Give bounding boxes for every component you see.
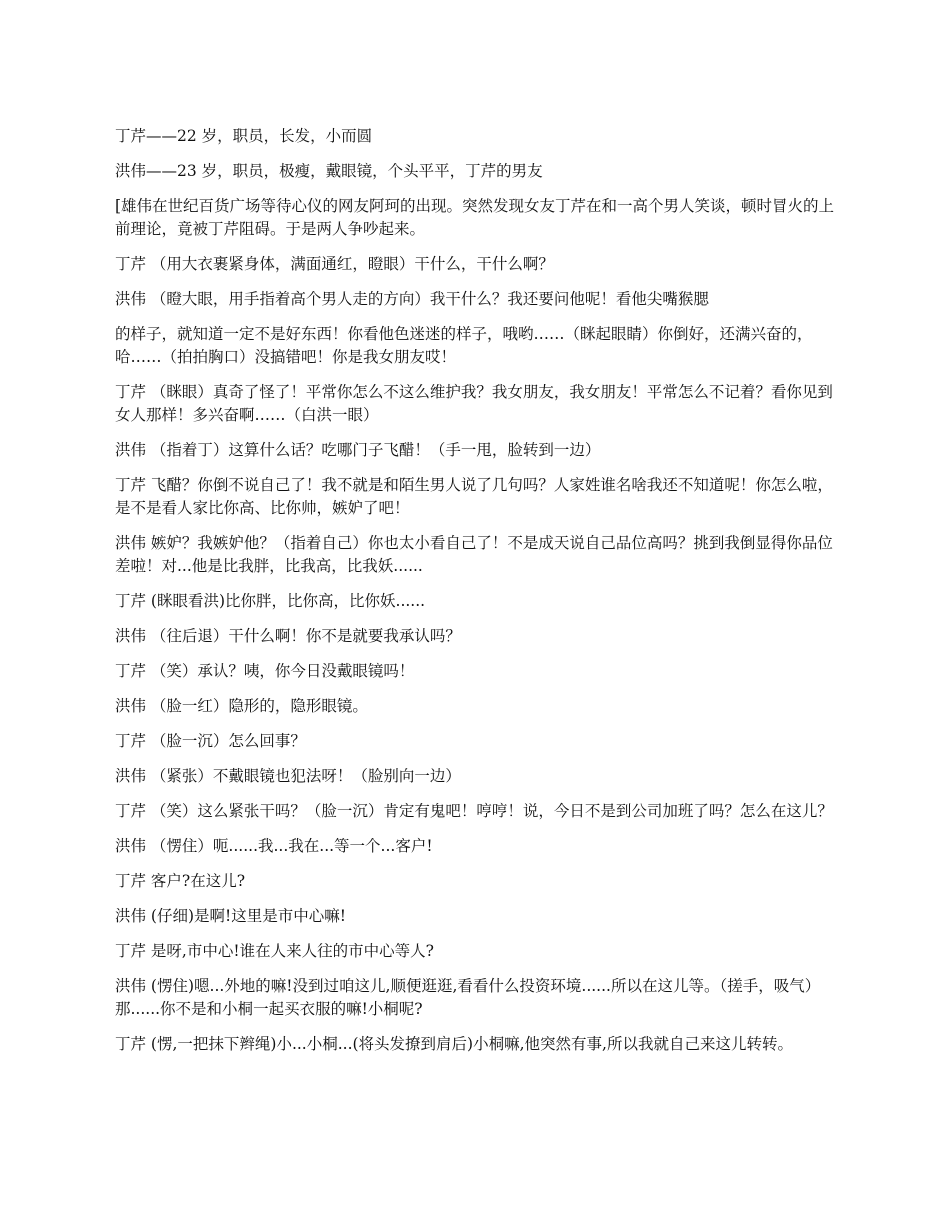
- dialogue-line: 丁芹 （用大衣裹紧身体，满面通红，瞪眼）干什么，干什么啊？: [115, 255, 554, 273]
- dialogue-line: 丁芹 (眯眼看洪)比你胖，比你高，比你妖......: [115, 592, 426, 610]
- dialogue-line: 丁芹 （笑）承认？咦，你今日没戴眼镜吗！: [115, 662, 415, 680]
- dialogue-line: 洪伟 (愣住)嗯...外地的嘛!没到过咱这儿,顺便逛逛,看看什么投资环境......所以在这儿等。（搓手，吸气）那......你不是和小桐一起买衣服的嘛!小桐呢?: [115, 977, 821, 1018]
- dialogue-line: 丁芹 是呀,市中心!谁在人来人往的市中心等人?: [115, 942, 434, 960]
- stage-direction: [雄伟在世纪百货广场等待心仪的网友阿珂的出现。突然发现女友丁芹在和一高个男人笑谈，顿时冒火的上前理论，竟被丁芹阻碍。于是两人争吵起来。: [115, 197, 835, 238]
- character-intro-hongwei: 洪伟——23 岁，职员，极瘦，戴眼镜，个头平平，丁芹的男友: [115, 162, 543, 180]
- dialogue-line: 洪伟 （瞪大眼，用手指着高个男人走的方向）我干什么？我还要问他呢！看他尖嘴猴腮: [115, 290, 709, 308]
- dialogue-line: 丁芹 客户?在这儿?: [115, 872, 246, 890]
- dialogue-line: 洪伟 （脸一红）隐形的，隐形眼镜。: [115, 697, 368, 715]
- dialogue-line: 丁芹 （眯眼）真奇了怪了！平常你怎么不这么维护我？我女朋友，我女朋友！平常怎么不记着？看你见到女人那样！多兴奋啊……（白洪一眼）: [115, 383, 833, 424]
- dialogue-line: 洪伟 (仔细)是啊!这里是市中心嘛!: [115, 907, 346, 925]
- dialogue-line: 的样子，就知道一定不是好东西！你看他色迷迷的样子，哦哟……（眯起眼睛）你倒好，还满兴奋的，哈……（拍拍胸口）没搞错吧！你是我女朋友哎！: [115, 325, 813, 366]
- dialogue-line: 洪伟 （往后退）干什么啊！你不是就要我承认吗？: [115, 627, 461, 645]
- dialogue-line: 洪伟 （指着丁）这算什么话？吃哪门子飞醋！（手一甩，脸转到一边）: [115, 441, 601, 459]
- dialogue-line: 洪伟 嫉妒？我嫉妒他？（指着自己）你也太小看自己了！不是成天说自己品位高吗？挑到我倒显得你品位差啦！对...他是比我胖，比我高，比我妖......: [115, 534, 833, 575]
- character-intro-dingqin: 丁芹——22 岁，职员，长发，小而圆: [115, 127, 373, 145]
- script-document: [115, 125, 835, 1068]
- dialogue-line: 洪伟 （愣住）呃......我...我在...等一个...客户!: [115, 837, 433, 855]
- dialogue-line: 丁芹 飞醋？你倒不说自己了！我不就是和陌生男人说了几句吗？人家姓谁名啥我还不知道呢！你怎么啦，是不是看人家比你高、比你帅，嫉妒了吧！: [115, 476, 833, 517]
- dialogue-line: 丁芹 （笑）这么紧张干吗？（脸一沉）肯定有鬼吧！哼哼！说，今日不是到公司加班了吗？怎么在这儿？: [115, 802, 833, 820]
- dialogue-line: 洪伟 （紧张）不戴眼镜也犯法呀！（脸别向一边）: [115, 767, 461, 785]
- dialogue-line: 丁芹 （脸一沉）怎么回事？: [115, 732, 306, 750]
- dialogue-line: 丁芹 (愣,一把抹下辫绳)小...小桐...(将头发撩到肩后)小桐嘛,他突然有事,所以我就自己来这儿转转。: [115, 1035, 793, 1053]
